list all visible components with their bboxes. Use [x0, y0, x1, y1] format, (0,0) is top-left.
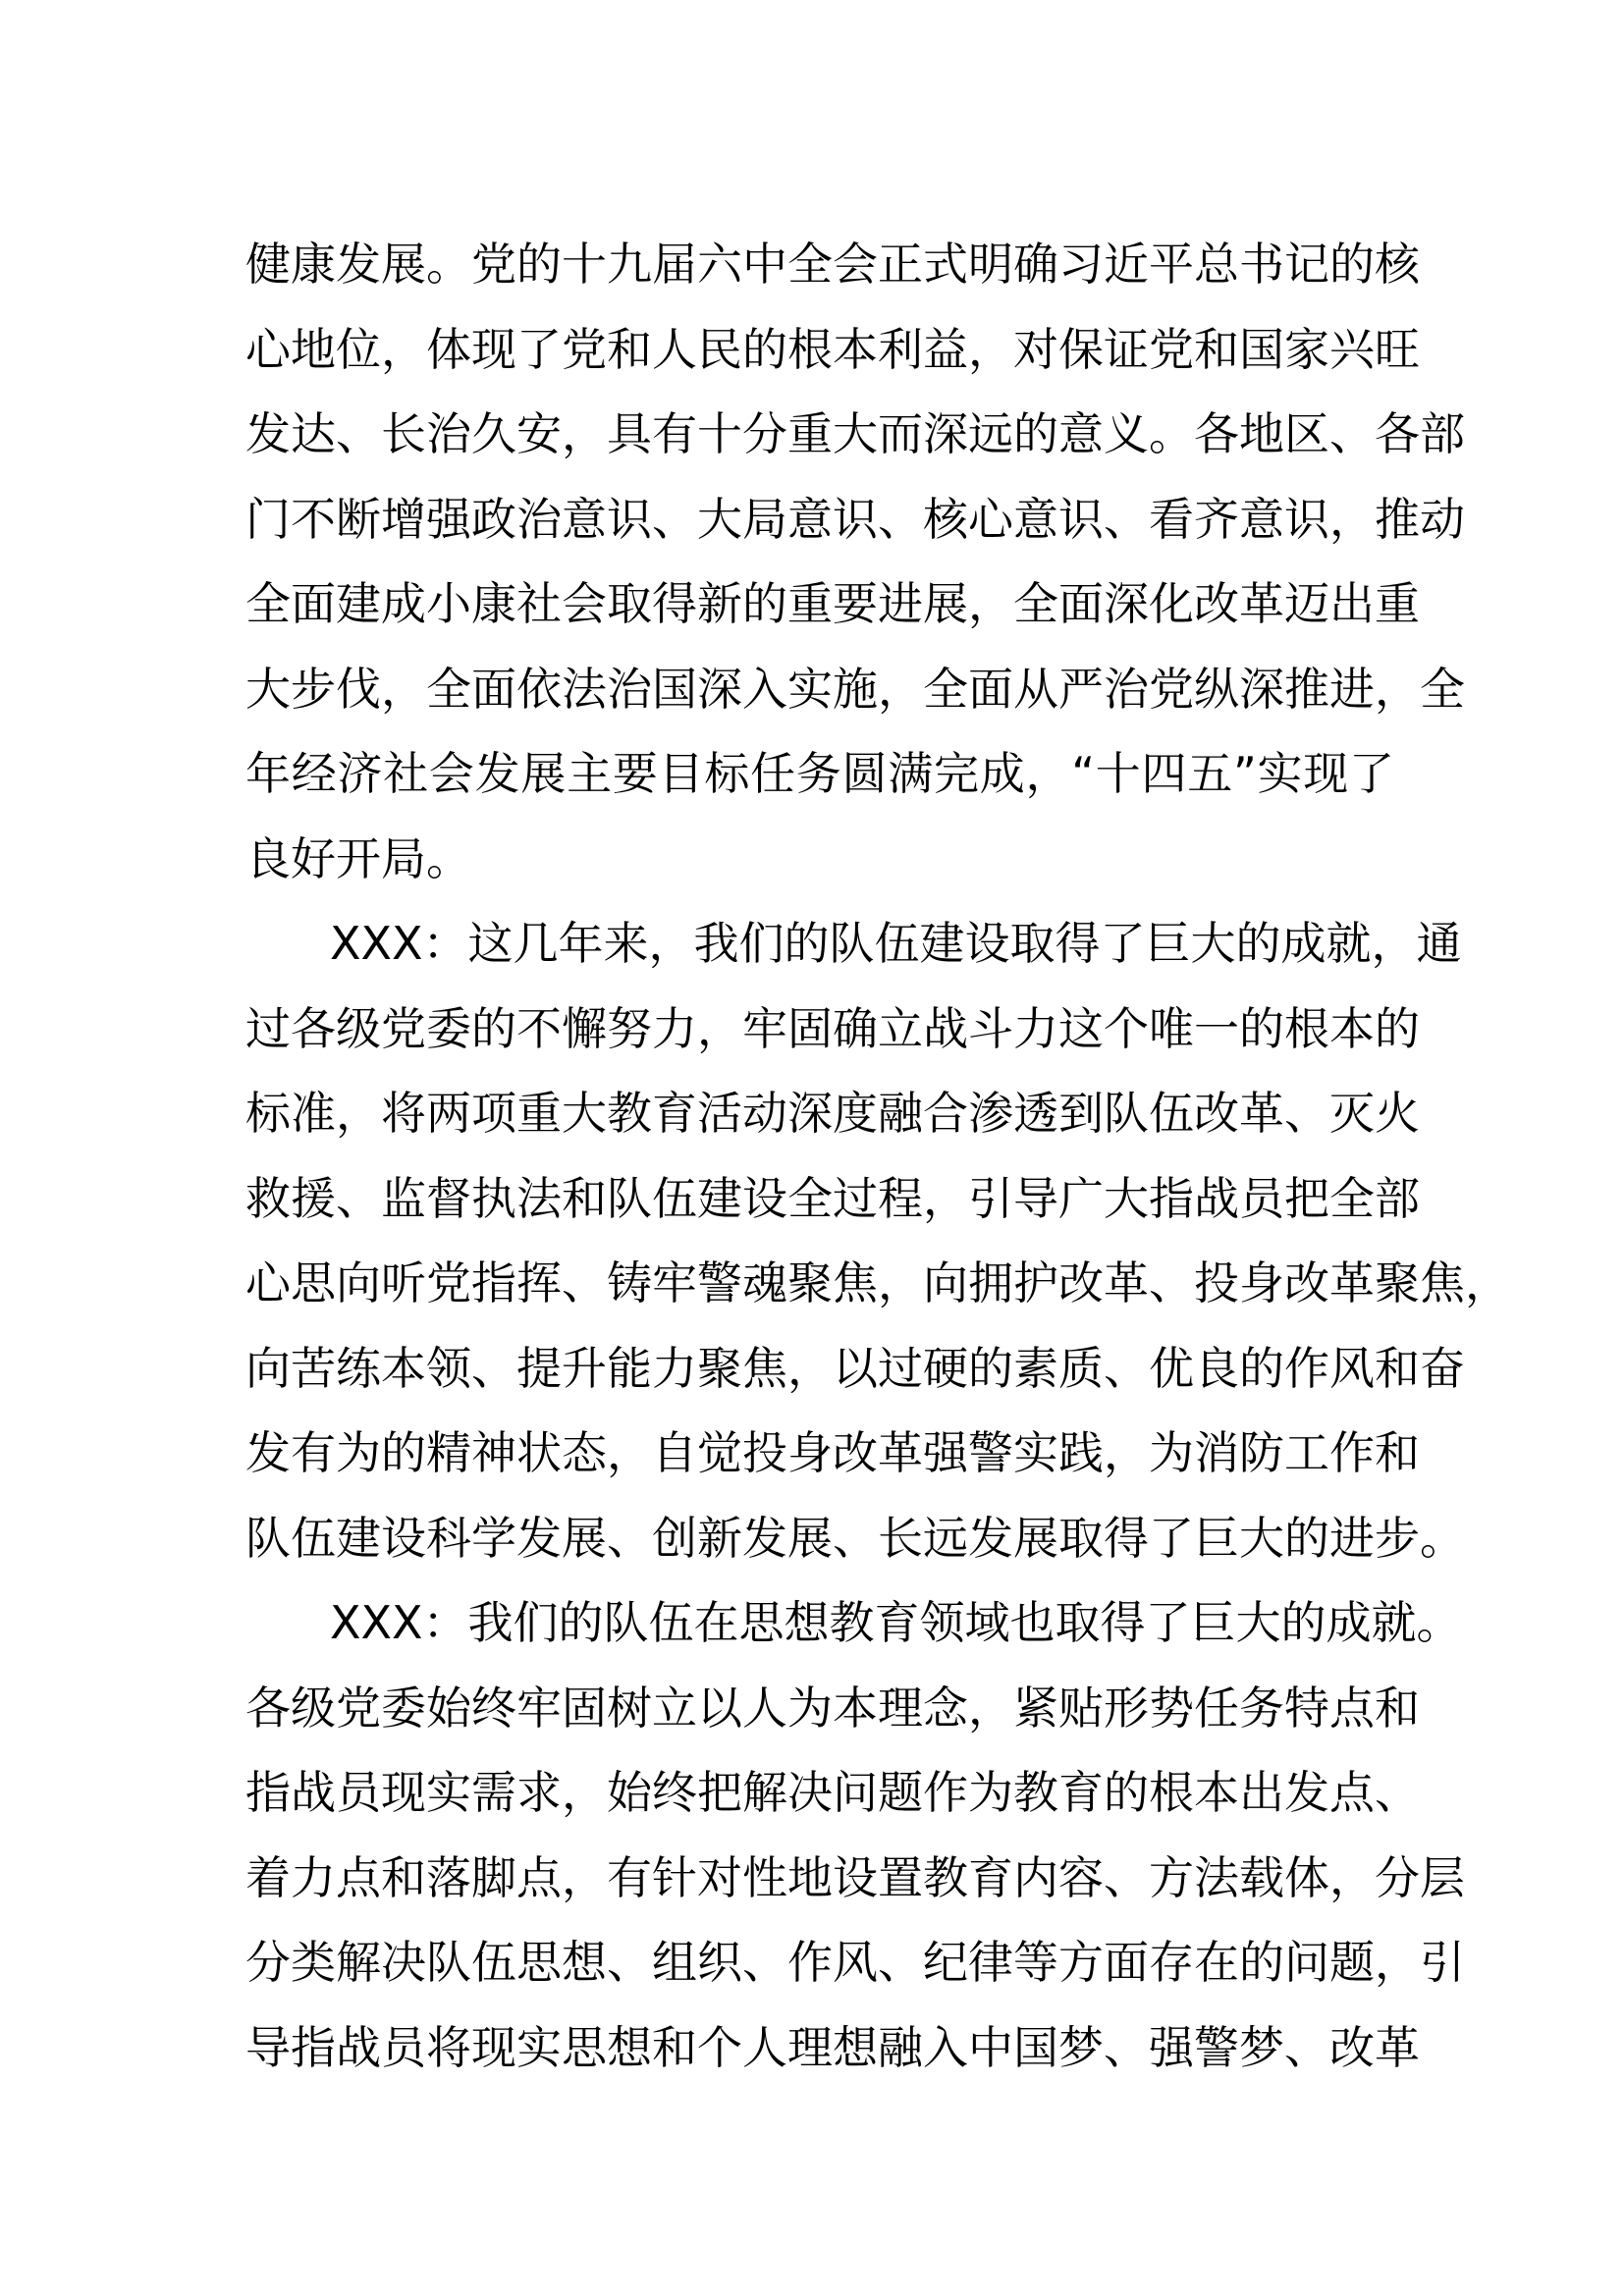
text-line: 健康发展。党的十九届六中全会正式明确习近平总书记的核	[245, 238, 1420, 291]
text-line: 过各级党委的不懈努力，牢固确立战斗力这个唯一的根本的	[245, 1001, 1420, 1055]
text-line: 向苦练本领、提升能力聚焦，以过硬的素质、优良的作风和奋	[245, 1341, 1465, 1395]
text-line-speaker: XXX：这几年来，我们的队伍建设取得了巨大的成就，通	[330, 917, 1462, 970]
paragraph-ideological-education	[245, 1580, 1465, 2090]
paragraph-national-development	[245, 222, 1465, 901]
text-line: 年经济社会发展主要目标任务圆满完成，“十四五”实现了	[245, 747, 1394, 800]
text-line: 队伍建设科学发展、创新发展、长远发展取得了巨大的进步。	[245, 1511, 1465, 1565]
text-line: 发达、长治久安，具有十分重大而深远的意义。各地区、各部	[245, 407, 1465, 460]
text-line: 导指战员将现实思想和个人理想融入中国梦、强警梦、改革	[245, 2020, 1420, 2074]
text-line: 心思向听党指挥、铸牢警魂聚焦，向拥护改革、投身改革聚焦，	[245, 1256, 1510, 1309]
text-line: 分类解决队伍思想、组织、作风、纪律等方面存在的问题，引	[245, 1936, 1465, 1989]
text-line: 标准，将两项重大教育活动深度融合渗透到队伍改革、灭火	[245, 1087, 1420, 1140]
text-line: 发有为的精神状态，自觉投身改革强警实践，为消防工作和	[245, 1426, 1420, 1479]
text-line: 指战员现实需求，始终把解决问题作为教育的根本出发点、	[245, 1766, 1420, 1819]
text-line: 大步伐，全面依法治国深入实施，全面从严治党纵深推进，全	[245, 662, 1465, 716]
text-line-speaker: XXX：我们的队伍在思想教育领域也取得了巨大的成就。	[330, 1596, 1462, 1649]
text-line: 良好开局。	[245, 831, 471, 885]
document-body	[245, 222, 1510, 2090]
text-line: 着力点和落脚点，有针对性地设置教育内容、方法载体，分层	[245, 1850, 1465, 1904]
text-line: 全面建成小康社会取得新的重要进展，全面深化改革迈出重	[245, 577, 1420, 630]
paragraph-team-building	[245, 901, 1510, 1580]
text-line: 救援、监督执法和队伍建设全过程，引导广大指战员把全部	[245, 1171, 1420, 1225]
text-line: 心地位，体现了党和人民的根本利益，对保证党和国家兴旺	[245, 322, 1420, 376]
text-line: 各级党委始终牢固树立以人为本理念，紧贴形势任务特点和	[245, 1681, 1420, 1735]
text-line: 门不断增强政治意识、大局意识、核心意识、看齐意识，推动	[245, 492, 1465, 546]
